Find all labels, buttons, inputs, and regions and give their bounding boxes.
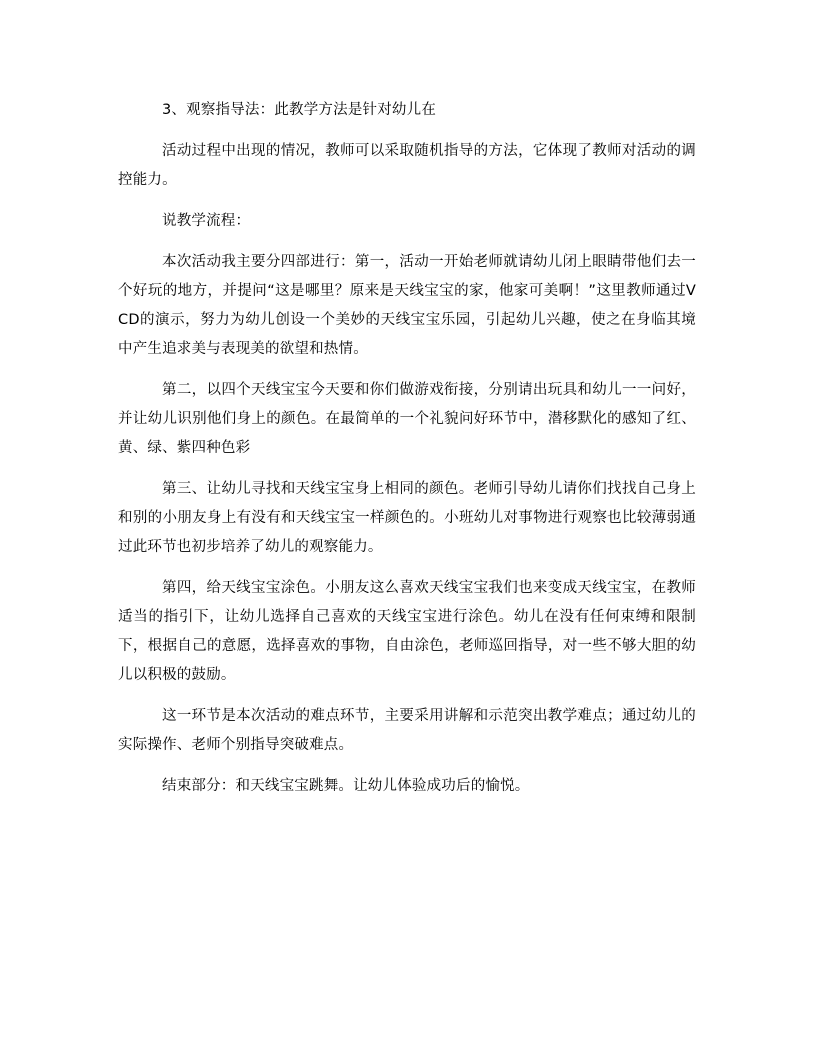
paragraph-step-three: 第三、让幼儿寻找和天线宝宝身上相同的颜色。老师引导幼儿请你们找找自己身上和别的小朋友身上有没有和天线宝宝一样颜色的。小班幼儿对事物进行观察也比较薄弱通过此环节也初步培养了幼儿的观察能力。 — [118, 481, 696, 555]
document-page — [118, 96, 696, 813]
paragraph-difficulty: 这一环节是本次活动的难点环节，主要采用讲解和示范突出教学难点；通过幼儿的实际操作、老师个别指导突破难点。 — [118, 708, 696, 753]
paragraph-teaching-flow-heading: 说教学流程： — [162, 213, 251, 229]
paragraph-step-four: 第四，给天线宝宝涂色。小朋友这么喜欢天线宝宝我们也来变成天线宝宝，在教师适当的指引下，让幼儿选择自己喜欢的天线宝宝进行涂色。幼儿在没有任何束缚和限制下，根据自己的意愿，选择喜欢的事物，自由涂色，老师巡回指导，对一些不够大胆的幼儿以积极的鼓励。 — [118, 580, 696, 683]
paragraph-observation-method: 3、观察指导法：此教学方法是针对幼儿在 — [162, 102, 437, 118]
paragraph-step-one: 本次活动我主要分四部进行：第一，活动一开始老师就请幼儿闭上眼睛带他们去一个好玩的地方，并提问“这是哪里？原来是天线宝宝的家，他家可美啊！”这里教师通过VCD的演示，努力为幼儿创设一个美妙的天线宝宝乐园，引起幼儿兴趣，使之在身临其境中产生追求美与表现美的欲望和热情。 — [118, 254, 696, 357]
paragraph-activity-process: 活动过程中出现的情况，教师可以采取随机指导的方法，它体现了教师对活动的调控能力。 — [118, 143, 696, 188]
paragraph-step-two: 第二，以四个天线宝宝今天要和你们做游戏衔接，分别请出玩具和幼儿一一问好，并让幼儿识别他们身上的颜色。在最简单的一个礼貌问好环节中，潜移默化的感知了红、黄、绿、紫四种色彩 — [118, 382, 696, 456]
paragraph-ending: 结束部分：和天线宝宝跳舞。让幼儿体验成功后的愉悦。 — [162, 778, 530, 794]
